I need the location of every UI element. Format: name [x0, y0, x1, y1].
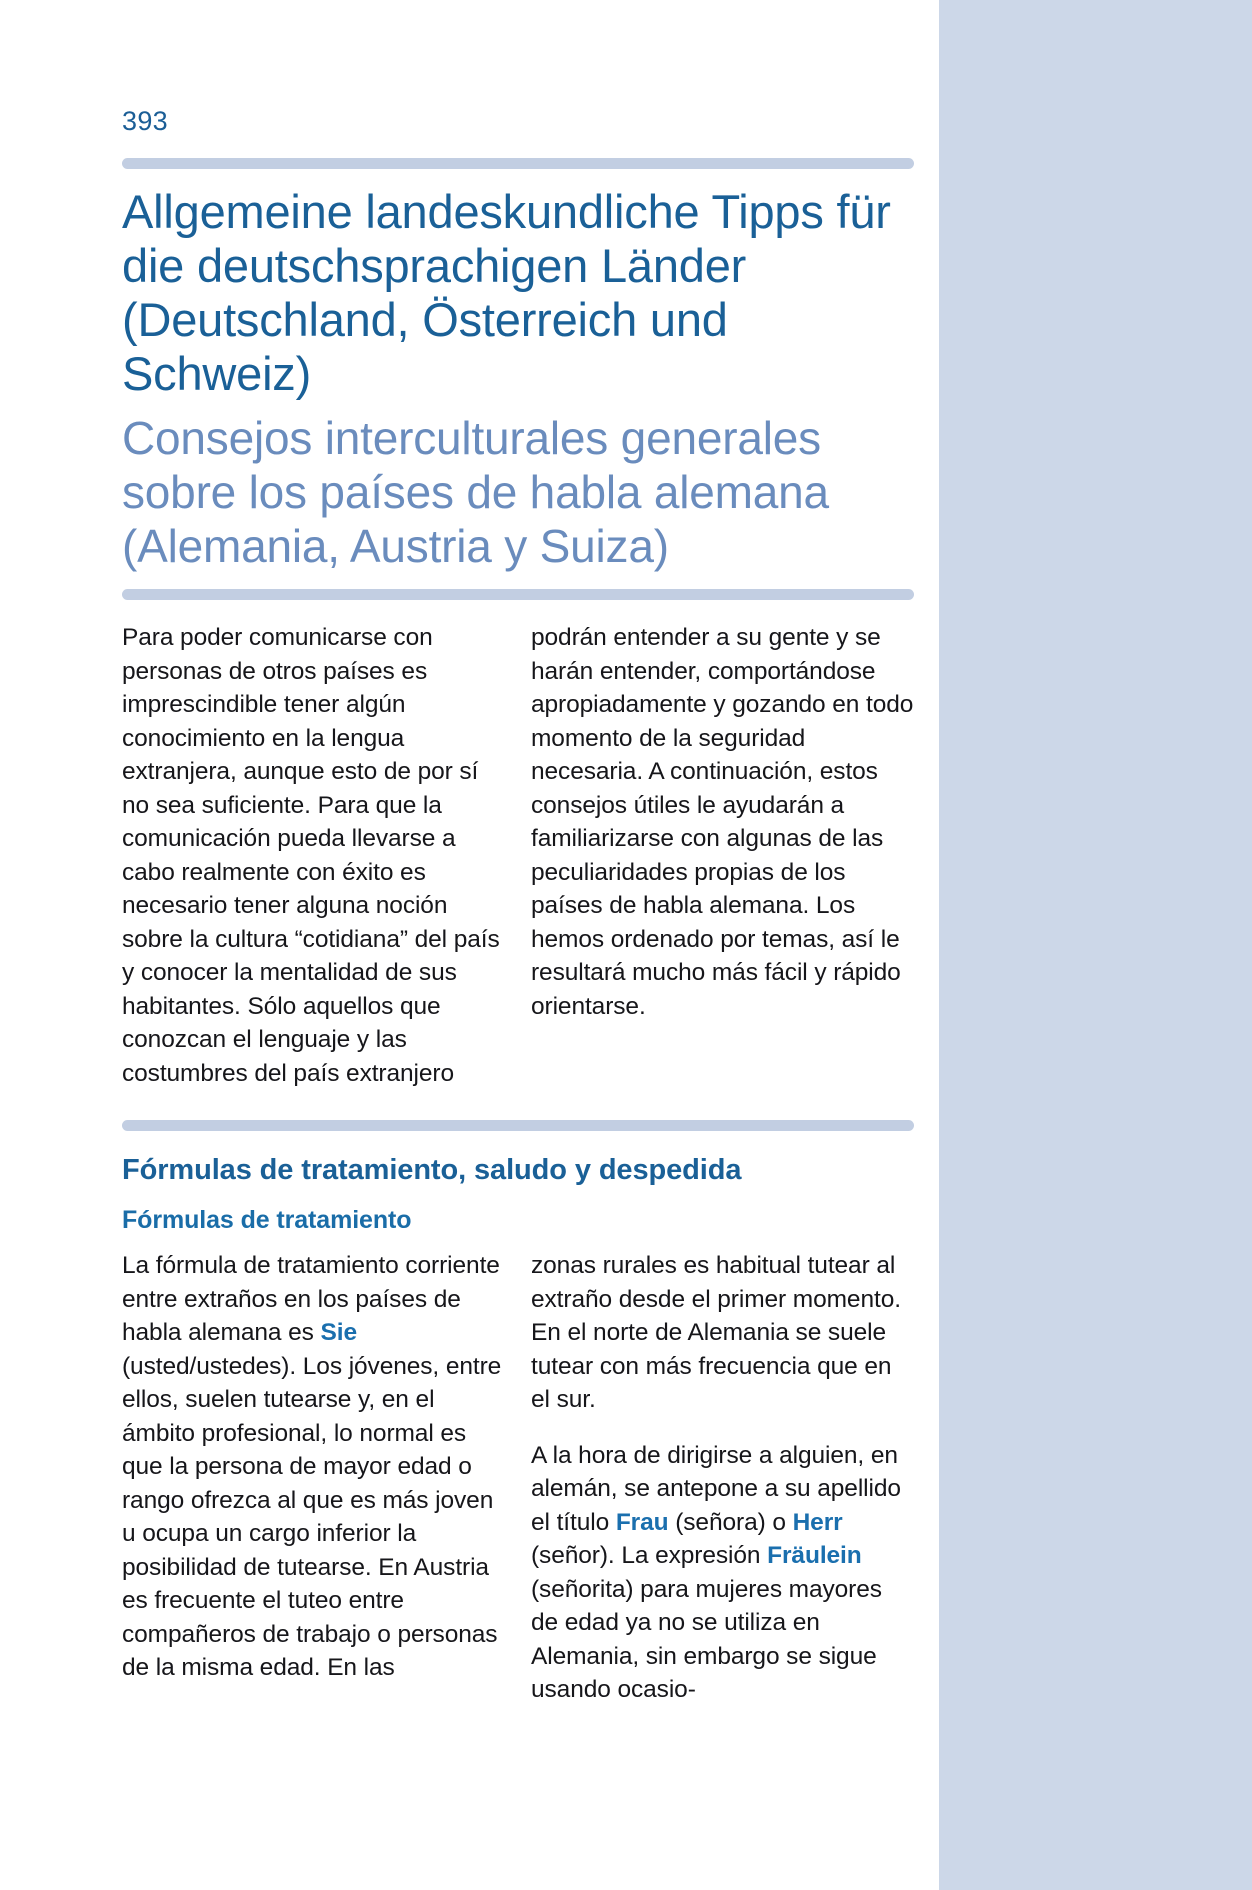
- rule-above-section: [122, 1120, 914, 1131]
- rule-above-title: [122, 158, 914, 169]
- intro-paragraph-left: Para poder comunicarse con personas de otros países es imprescindible tener algún conocimiento en la lengua extranjera, aunque esto de por sí no sea suficiente. Para que la comunicación pueda llevarse a cabo realmente con éxito es necesario tener alguna noción sobre la cultura “cotidiana” del país y conocer la mentalidad de sus habitantes. Sólo aquellos que conozcan el lenguaje y las costumbres del país extranjero: [122, 624, 500, 1087]
- section-column-left: [122, 1249, 505, 1707]
- section-block: [122, 1204, 914, 1707]
- intro-paragraph-right: podrán entender a su gente y se harán entender, comportándose apropiadamente y gozando en todo momento de la seguridad necesaria. A continuación, estos consejos útiles le ayudarán a familiarizarse con algunas de las peculiaridades propias de los países de habla alemana. Los hemos ordenado por temas, así le resultará mucho más fácil y rápido orientarse.: [531, 624, 914, 1020]
- text-run: (señorita) para mujeres mayores de edad ya no se utiliza en Alemania, sin embargo se sigue usando ocasio-: [531, 1575, 882, 1703]
- intro-column-left: [122, 621, 505, 1090]
- german-term-frau: Frau: [615, 1508, 669, 1536]
- text-run: A la hora de dirigirse a alguien, en alemán, se antepone a su apellido el título: [531, 1441, 901, 1536]
- section-paragraph-right-2: [531, 1439, 914, 1707]
- german-term-herr: Herr: [792, 1508, 843, 1536]
- right-margin-strip: [939, 0, 1252, 1890]
- text-run: (usted/ustedes). Los jóvenes, entre ellos, suelen tutearse y, en el ámbito profesional, lo normal es que la persona de mayor edad o rango ofrezca al que es más joven u ocupa un cargo inferior la posibilidad de tutearse. En Austria es frecuente el tuteo entre compañeros de trabajo o personas de la misma edad. En las: [122, 1352, 502, 1681]
- section-column-right: [531, 1249, 914, 1707]
- section-paragraph-left: [122, 1249, 505, 1685]
- section-columns: [122, 1249, 914, 1707]
- german-term-sie: Sie: [320, 1319, 358, 1346]
- page-number: 393: [122, 106, 168, 136]
- page-title-german: Allgemeine landeskundliche Tipps für die deutschsprachigen Länder (Deutschland, Österreich und Schweiz): [122, 185, 891, 400]
- page-title-spanish: Consejos interculturales generales sobre los países de habla alemana (Alemania, Austria y Suiza): [122, 412, 829, 572]
- section-paragraph-right-1: zonas rurales es habitual tutear al extraño desde el primer momento. En el norte de Alemania se suele tutear con más frecuencia que en el sur.: [531, 1252, 901, 1413]
- section-subheading: Fórmulas de tratamiento: [122, 1206, 412, 1234]
- rule-below-title: [122, 589, 914, 600]
- intro-columns: [122, 621, 914, 1090]
- text-run: La fórmula de tratamiento corriente entre extraños en los países de habla alemana es: [122, 1252, 500, 1346]
- section-heading: Fórmulas de tratamiento, saludo y despedida: [122, 1154, 742, 1186]
- intro-column-right: [531, 621, 914, 1090]
- text-run: (señora) o: [668, 1508, 793, 1536]
- page-content: [122, 0, 914, 1707]
- german-term-fraeulein: Fräulein: [767, 1542, 862, 1569]
- text-run: (señor). La expresión: [531, 1542, 768, 1569]
